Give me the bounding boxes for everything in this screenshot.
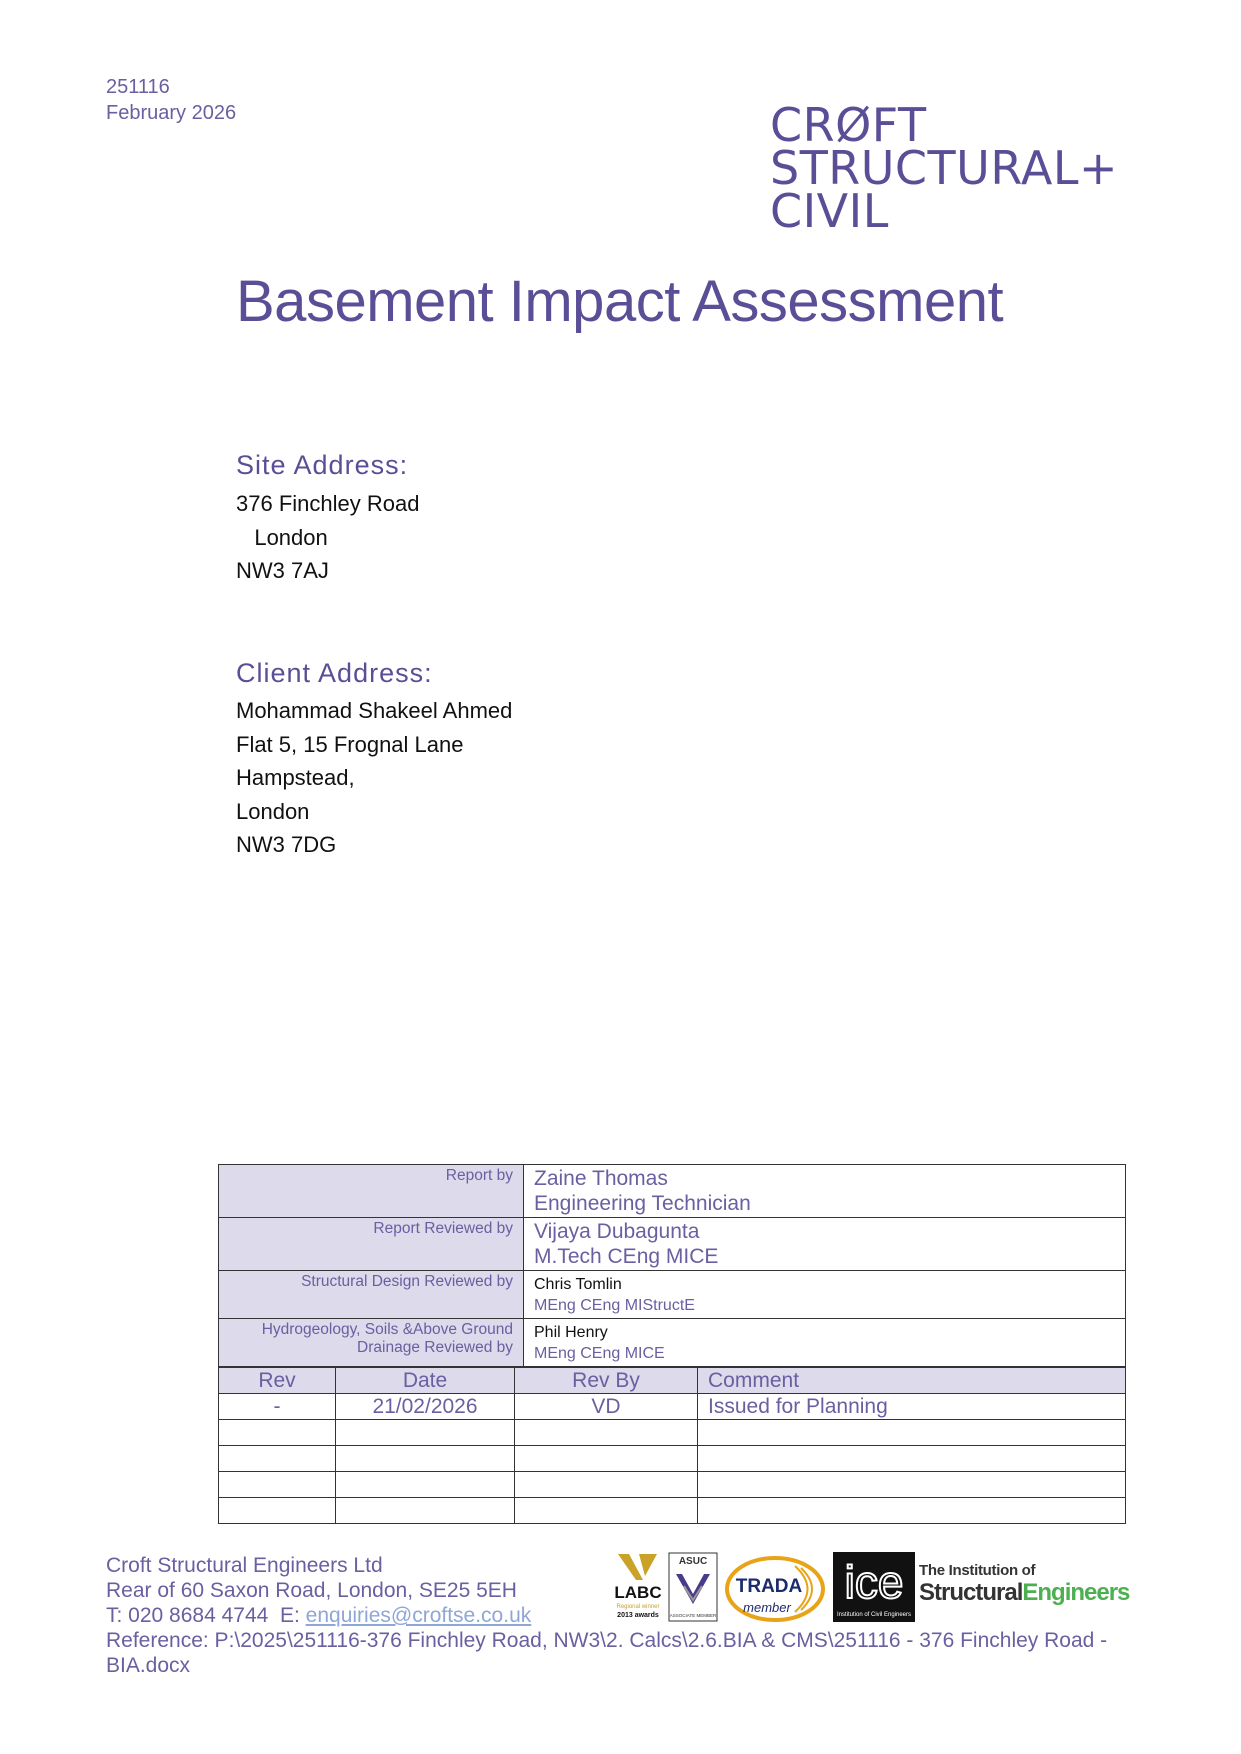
review-value <box>524 1271 1126 1319</box>
logo-line-3: CIVIL <box>770 184 889 238</box>
reviewer-role: MEng CEng MIStructE <box>534 1297 695 1314</box>
table-row <box>219 1394 1126 1420</box>
table-row <box>219 1498 1126 1524</box>
document-title: Basement Impact Assessment <box>236 269 1004 334</box>
rev-by-cell <box>515 1472 698 1498</box>
column-header: Date <box>336 1368 515 1394</box>
address-line: NW3 7DG <box>236 832 337 857</box>
labc-name: LABC <box>615 1583 661 1602</box>
site-address <box>236 487 419 588</box>
address-line: Mohammad Shakeel Ahmed <box>236 698 513 723</box>
table-row <box>219 1420 1126 1446</box>
asuc-name: ASUC <box>678 1556 708 1567</box>
istructe-logo <box>919 1562 1129 1612</box>
rev-by-cell <box>515 1498 698 1524</box>
review-label: Report by <box>219 1165 524 1218</box>
ice-name: ice <box>844 1556 904 1608</box>
rev-cell <box>219 1472 336 1498</box>
reviewer-name: Chris Tomlin <box>534 1276 622 1293</box>
date-cell <box>336 1420 515 1446</box>
review-value <box>524 1218 1126 1271</box>
address-line: 376 Finchley Road <box>236 491 420 516</box>
ice-sub: Institution of Civil Engineers <box>836 1612 912 1618</box>
trada-icon <box>725 1556 825 1622</box>
logo-line-2: STRUCTURAL+ <box>770 141 1119 195</box>
rev-cell: - <box>219 1394 336 1420</box>
trada-logo <box>725 1556 825 1622</box>
table-header-row <box>219 1368 1126 1394</box>
job-number: 251116 <box>106 76 170 98</box>
client-address-heading: Client Address: <box>236 658 433 688</box>
address-line: NW3 7AJ <box>236 558 329 583</box>
asuc-icon <box>668 1552 718 1622</box>
trada-sub: member <box>743 1600 791 1615</box>
contact-line <box>106 1603 531 1628</box>
rev-cell <box>219 1446 336 1472</box>
column-header: Comment <box>698 1368 1126 1394</box>
ice-icon <box>833 1552 915 1622</box>
file-reference: Reference: P:\2025\251116-376 Finchley Road, NW3\2. Calcs\2.6.BIA & CMS\251116 - 376 Finchley Road - BIA.docx <box>106 1629 1108 1677</box>
revision-table <box>218 1367 1126 1524</box>
istructe-engineers: Engineers <box>1022 1579 1130 1606</box>
rev-cell <box>219 1498 336 1524</box>
date-cell <box>336 1472 515 1498</box>
document-reference <box>106 74 236 126</box>
table-row <box>219 1319 1126 1367</box>
ice-logo <box>833 1552 915 1622</box>
asuc-sub: ASSOCIATE MEMBER <box>669 1613 717 1618</box>
address-line: London <box>236 798 310 824</box>
phone-text: T: 020 8684 4744 E: <box>106 1604 306 1627</box>
company-name: Croft Structural Engineers Ltd <box>106 1554 383 1577</box>
rev-by-cell <box>515 1420 698 1446</box>
company-logo <box>770 98 1119 238</box>
address-line: Hampstead, <box>236 765 355 790</box>
date-cell <box>336 1498 515 1524</box>
reviewer-role: MEng CEng MICE <box>534 1345 665 1362</box>
client-address <box>236 694 512 862</box>
istructe-line2 <box>919 1579 1129 1607</box>
review-value <box>524 1319 1126 1367</box>
labc-logo <box>615 1552 661 1622</box>
rev-by-cell <box>515 1446 698 1472</box>
istructe-structural: Structural <box>919 1579 1023 1606</box>
date-cell: 21/02/2026 <box>336 1394 515 1420</box>
column-header: Rev By <box>515 1368 698 1394</box>
comment-cell: Issued for Planning <box>698 1394 1126 1420</box>
review-label: Hydrogeology, Soils &Above Ground Drainage Reviewed by <box>219 1319 524 1367</box>
table-row <box>219 1271 1126 1319</box>
table-row <box>219 1472 1126 1498</box>
review-table <box>218 1164 1126 1367</box>
reviewer-name: Vijaya Dubagunta <box>534 1220 700 1243</box>
comment-cell <box>698 1498 1126 1524</box>
column-header: Rev <box>219 1368 336 1394</box>
address-line: London <box>236 524 328 550</box>
table-row <box>219 1446 1126 1472</box>
reviewer-name: Zaine Thomas <box>534 1167 668 1190</box>
address-line: Flat 5, 15 Frognal Lane <box>236 731 464 757</box>
comment-cell <box>698 1446 1126 1472</box>
comment-cell <box>698 1420 1126 1446</box>
labc-sub2: 2013 awards <box>617 1612 659 1619</box>
table-row <box>219 1165 1126 1218</box>
rev-by-cell: VD <box>515 1394 698 1420</box>
rev-cell <box>219 1420 336 1446</box>
footer-contact <box>106 1553 531 1628</box>
trada-name: TRADA <box>735 1576 803 1597</box>
date-cell <box>336 1446 515 1472</box>
reviewer-role: M.Tech CEng MICE <box>534 1245 719 1268</box>
review-label: Report Reviewed by <box>219 1218 524 1271</box>
istructe-line1: The Institution of <box>919 1562 1036 1579</box>
labc-icon <box>615 1552 661 1622</box>
table-row <box>219 1218 1126 1271</box>
review-label: Structural Design Reviewed by <box>219 1271 524 1319</box>
email-link[interactable]: enquiries@croftse.co.uk <box>305 1604 532 1627</box>
site-address-heading: Site Address: <box>236 450 409 480</box>
review-value <box>524 1165 1126 1218</box>
company-address: Rear of 60 Saxon Road, London, SE25 5EH <box>106 1579 517 1602</box>
reviewer-role: Engineering Technician <box>534 1192 751 1215</box>
reviewer-name: Phil Henry <box>534 1324 608 1341</box>
document-date: February 2026 <box>106 102 237 124</box>
comment-cell <box>698 1472 1126 1498</box>
logo-line-1: CRØFT <box>770 98 927 152</box>
labc-sub1: Regional winner <box>616 1604 660 1610</box>
asuc-logo <box>668 1552 718 1622</box>
